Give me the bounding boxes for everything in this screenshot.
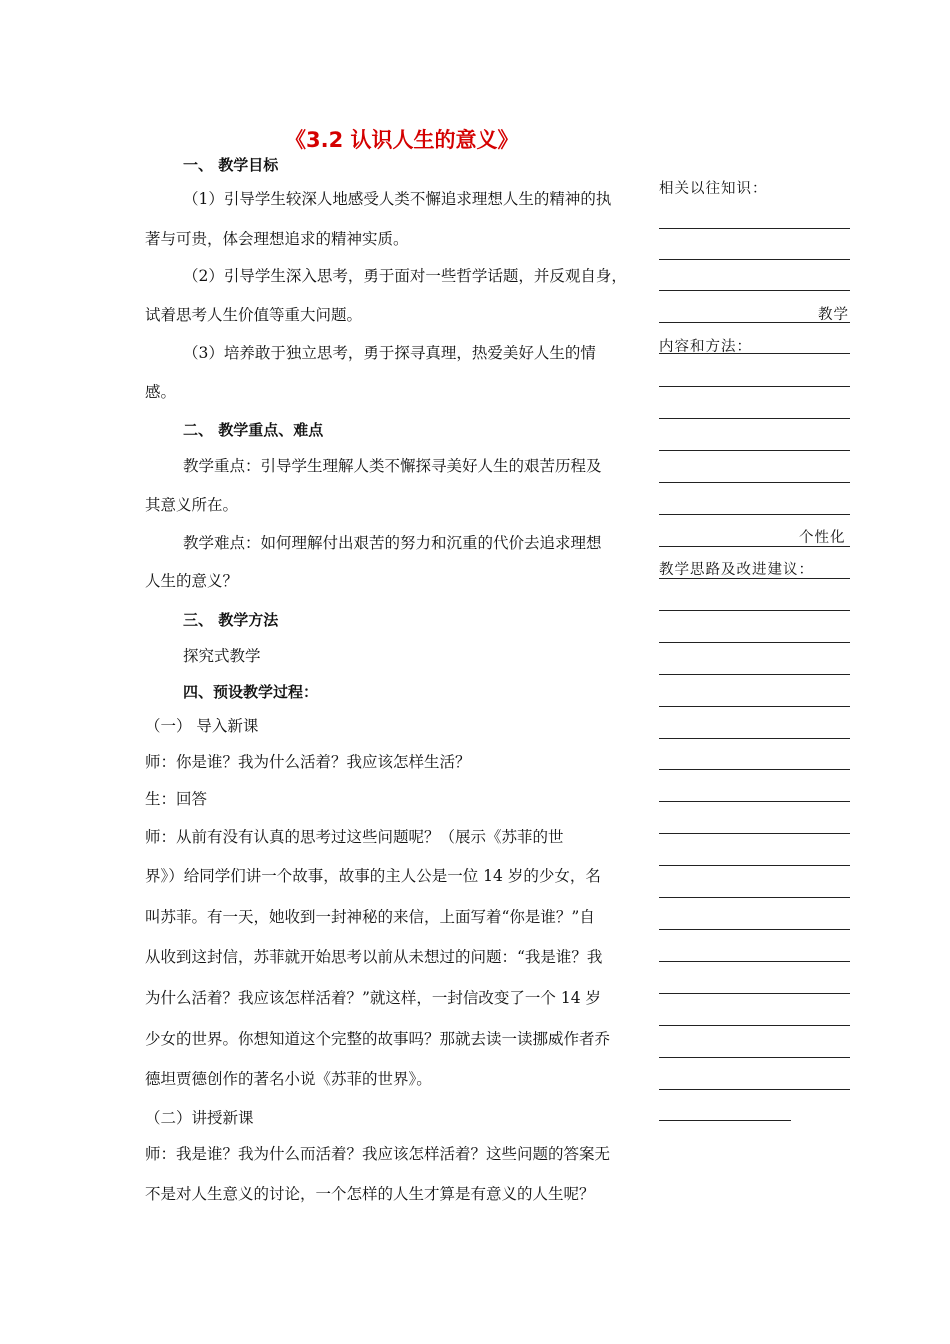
story-line-2: 界》）给同学们讲一个故事，故事的主人公是一位 14 岁的少女，名 [145,867,601,885]
story-line-5: 为什么活着？我应该怎样活着？”就这样，一封信改变了一个 14 岁 [145,989,602,1007]
story-line-6: 少女的世界。你想知道这个完整的故事吗？那就去读一读挪威作者乔 [145,1030,611,1048]
sidebar-blank-line [659,642,850,643]
goal-2-line-2: 试着思考人生价值等重大问题。 [145,306,363,324]
story-line-3: 叫苏菲。有一天，她收到一封神秘的来信，上面写着“你是谁？”自 [145,908,595,926]
sidebar-blank-line [659,674,850,675]
sidebar-blank-line [659,386,850,387]
sidebar-blank-line [659,769,850,770]
goal-2-line-1: （2）引导学生深入思考，勇于面对一些哲学话题，并反观自身， [183,267,627,285]
sidebar-blank-line [659,610,850,611]
sidebar-blank-line [659,514,850,515]
difficulty-line-1: 教学难点：如何理解付出艰苦的努力和沉重的代价去追求理想 [183,534,602,552]
sidebar-blank-line [659,929,850,930]
sidebar-blank-line [659,450,850,451]
sidebar-blank-line [659,1025,850,1026]
section-heading-goals: 一、 教学目标 [183,156,279,174]
sidebar-blank-line [659,833,850,834]
sidebar-prior-knowledge-label: 相关以往知识： [659,181,768,197]
sidebar-blank-line [659,961,850,962]
subsection-new-lesson: （二）讲授新课 [145,1109,254,1127]
dialogue-line-2: 生：回答 [145,790,208,808]
sidebar-blank-line [659,1120,791,1121]
section-heading-method: 三、 教学方法 [183,611,279,629]
sidebar-blank-line [659,897,850,898]
sidebar-content-label-1: 教学 [818,307,849,323]
key-point-line-2: 其意义所在。 [145,496,239,514]
question-line-2: 不是对人生意义的讨论，一个怎样的人生才算是有意义的人生呢？ [145,1185,595,1203]
sidebar-personal-label-1: 个性化 [799,530,846,546]
sidebar-content-label-2: 内容和方法： [659,339,752,355]
story-line-7: 德坦贾德创作的著名小说《苏菲的世界》。 [145,1070,432,1088]
sidebar-blank-line [659,1089,850,1090]
sidebar-blank-line [659,259,850,260]
section-heading-key-points: 二、 教学重点、难点 [183,421,324,439]
sidebar-blank-line [659,801,850,802]
sidebar-blank-line [659,578,850,579]
difficulty-line-2: 人生的意义？ [145,572,239,590]
goal-3-line-2: 感。 [145,383,177,401]
sidebar-blank-line [659,482,850,483]
question-line-1: 师：我是谁？我为什么而活着？我应该怎样活着？这些问题的答案无 [145,1145,611,1163]
sidebar-blank-line [659,228,850,229]
sidebar-blank-line [659,993,850,994]
sidebar-blank-line [659,290,850,291]
dialogue-line-1: 师：你是谁？我为什么活着？我应该怎样生活？ [145,753,471,771]
method-text: 探究式教学 [183,647,261,665]
subsection-intro: （一） 导入新课 [145,717,259,735]
sidebar-personal-label-2: 教学思路及改进建议： [659,562,814,578]
goal-1-line-1: （1）引导学生较深人地感受人类不懈追求理想人生的精神的执 [183,190,612,208]
sidebar-blank-line [659,738,850,739]
document-title: 《3.2 认识人生的意义》 [285,128,519,152]
sidebar-blank-line [659,865,850,866]
sidebar-blank-line [659,418,850,419]
sidebar-blank-line [659,706,850,707]
section-heading-process: 四、预设教学过程： [183,683,319,701]
goal-3-line-1: （3）培养敢于独立思考，勇于探寻真理，热爱美好人生的情 [183,344,596,362]
goal-1-line-2: 著与可贵，体会理想追求的精神实质。 [145,230,409,248]
story-line-4: 从收到这封信，苏菲就开始思考以前从未想过的问题：“我是谁？我 [145,948,603,966]
key-point-line-1: 教学重点：引导学生理解人类不懈探寻美好人生的艰苦历程及 [183,457,602,475]
story-line-1: 师：从前有没有认真的思考过这些问题呢？（展示《苏菲的世 [145,828,564,846]
sidebar-blank-line [659,353,850,354]
sidebar-blank-line [659,1057,850,1058]
